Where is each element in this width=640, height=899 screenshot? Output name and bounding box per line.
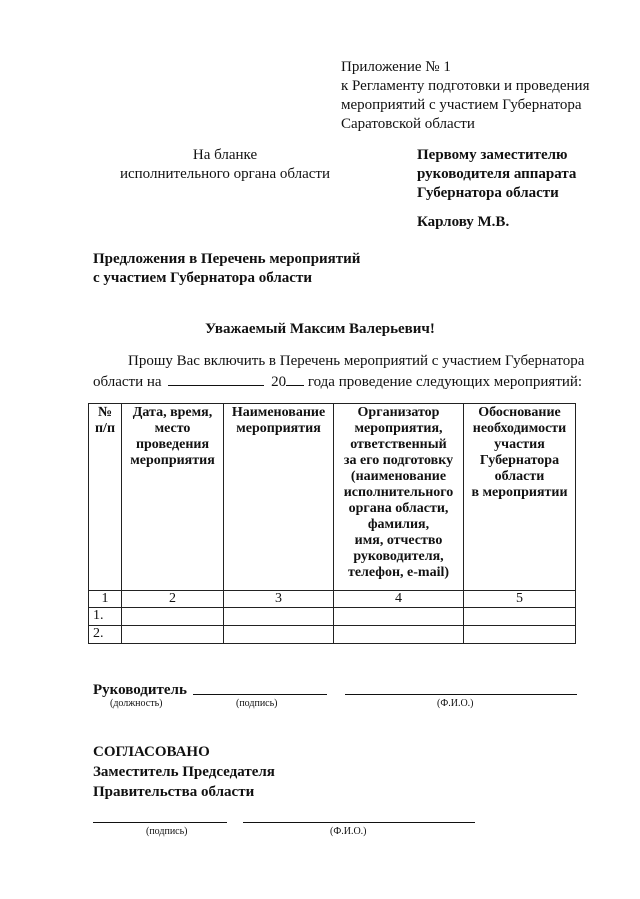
row-number: 2.: [89, 626, 122, 644]
letterhead-line: На бланке: [192, 147, 258, 163]
table-cell: [122, 626, 224, 644]
column-number: 2: [122, 591, 224, 608]
header-line: место: [154, 421, 191, 436]
body-text: области на: [93, 374, 162, 390]
header-line: за его подготовку: [343, 453, 454, 468]
header-line: Обоснование: [478, 405, 561, 420]
signature-line: [193, 694, 327, 695]
table-row: [89, 626, 576, 644]
addressee-line: руководителя аппарата: [417, 166, 577, 182]
table-cell: [464, 626, 576, 644]
proposal-title: [93, 250, 413, 288]
body-text-line: Прошу Вас включить в Перечень мероприятий с участием Губернатора: [128, 353, 585, 369]
agreed-name-caption: (Ф.И.О.): [330, 826, 367, 837]
header-line: п/п: [94, 421, 116, 436]
column-number: 1: [89, 591, 122, 608]
year-prefix: 20: [271, 374, 287, 390]
year-blank: [286, 371, 304, 386]
column-header-justification: [464, 404, 576, 591]
header-line: фамилия,: [367, 517, 430, 532]
sign-caption: (подпись): [236, 698, 278, 709]
header-line: Губернатора: [479, 453, 560, 468]
agreed-line: Правительства области: [93, 784, 255, 800]
addressee-line: Губернатора области: [417, 185, 559, 201]
table-header-row: [89, 404, 576, 591]
column-number-row: [89, 591, 576, 608]
header-line: мероприятия,: [354, 421, 443, 436]
addressee-block: [417, 146, 632, 203]
agreed-name-line: [243, 822, 475, 823]
greeting: Уважаемый Максим Валерьевич!: [205, 321, 435, 337]
name-caption: (Ф.И.О.): [437, 698, 474, 709]
header-line: исполнительного: [343, 485, 454, 500]
agreed-block: [93, 742, 275, 802]
table-cell: [122, 608, 224, 626]
column-number: 3: [224, 591, 334, 608]
column-number: 4: [334, 591, 464, 608]
header-line: мероприятия: [130, 453, 215, 468]
column-header-name: [224, 404, 334, 591]
header-line: ответственный: [350, 437, 447, 452]
body-text-line-2: [93, 371, 582, 392]
table-row: [89, 608, 576, 626]
position-caption: (должность): [110, 698, 163, 709]
body-text: года проведение следующих мероприятий:: [307, 374, 583, 390]
header-line: участия: [494, 437, 545, 452]
table-cell: [224, 626, 334, 644]
header-line: необходимости: [472, 421, 567, 436]
proposal-title-line: Предложения в Перечень мероприятий: [93, 251, 361, 267]
column-number: 5: [464, 591, 576, 608]
header-line: Наименование: [231, 405, 326, 420]
header-line: Организатор: [357, 405, 440, 420]
table-cell: [224, 608, 334, 626]
name-line: [345, 694, 577, 695]
header-line: области: [494, 469, 545, 484]
header-line: имя, отчество: [354, 533, 443, 548]
column-header-organizer: [334, 404, 464, 591]
header-line: №: [97, 405, 113, 420]
appendix-line: мероприятий с участием Губернатора: [341, 97, 582, 113]
header-line: проведения: [135, 437, 210, 452]
appendix-header: [341, 58, 631, 134]
header-line: Дата, время,: [132, 405, 213, 420]
column-header-number: [89, 404, 122, 591]
agreed-title: СОГЛАСОВАНО: [93, 744, 210, 760]
appendix-line: Саратовской области: [341, 116, 475, 132]
header-line: руководителя,: [353, 549, 444, 564]
table-cell: [334, 626, 464, 644]
events-table: [88, 403, 576, 644]
agreed-signature-line: [93, 822, 227, 823]
proposal-title-line: с участием Губернатора области: [93, 270, 312, 286]
agreed-line: Заместитель Председателя: [93, 764, 275, 780]
addressee-line: Первому заместителю: [417, 147, 568, 163]
agreed-sign-caption: (подпись): [146, 826, 188, 837]
header-line: органа области,: [348, 501, 449, 516]
appendix-line: к Регламенту подготовки и проведения: [341, 78, 590, 94]
header-line: в мероприятии: [471, 485, 568, 500]
date-blank: [168, 371, 264, 386]
row-number: 1.: [89, 608, 122, 626]
table-cell: [334, 608, 464, 626]
header-line: телефон, e-mail): [347, 565, 450, 580]
signature-label: Руководитель: [93, 682, 187, 698]
addressee-name: Карлову М.В.: [417, 214, 510, 230]
letterhead-line: исполнительного органа области: [119, 166, 331, 182]
header-line: мероприятия: [236, 421, 321, 436]
appendix-line: Приложение № 1: [341, 59, 451, 75]
header-line: (наименование: [350, 469, 447, 484]
column-header-date: [122, 404, 224, 591]
table-cell: [464, 608, 576, 626]
letterhead-note: [100, 146, 350, 184]
